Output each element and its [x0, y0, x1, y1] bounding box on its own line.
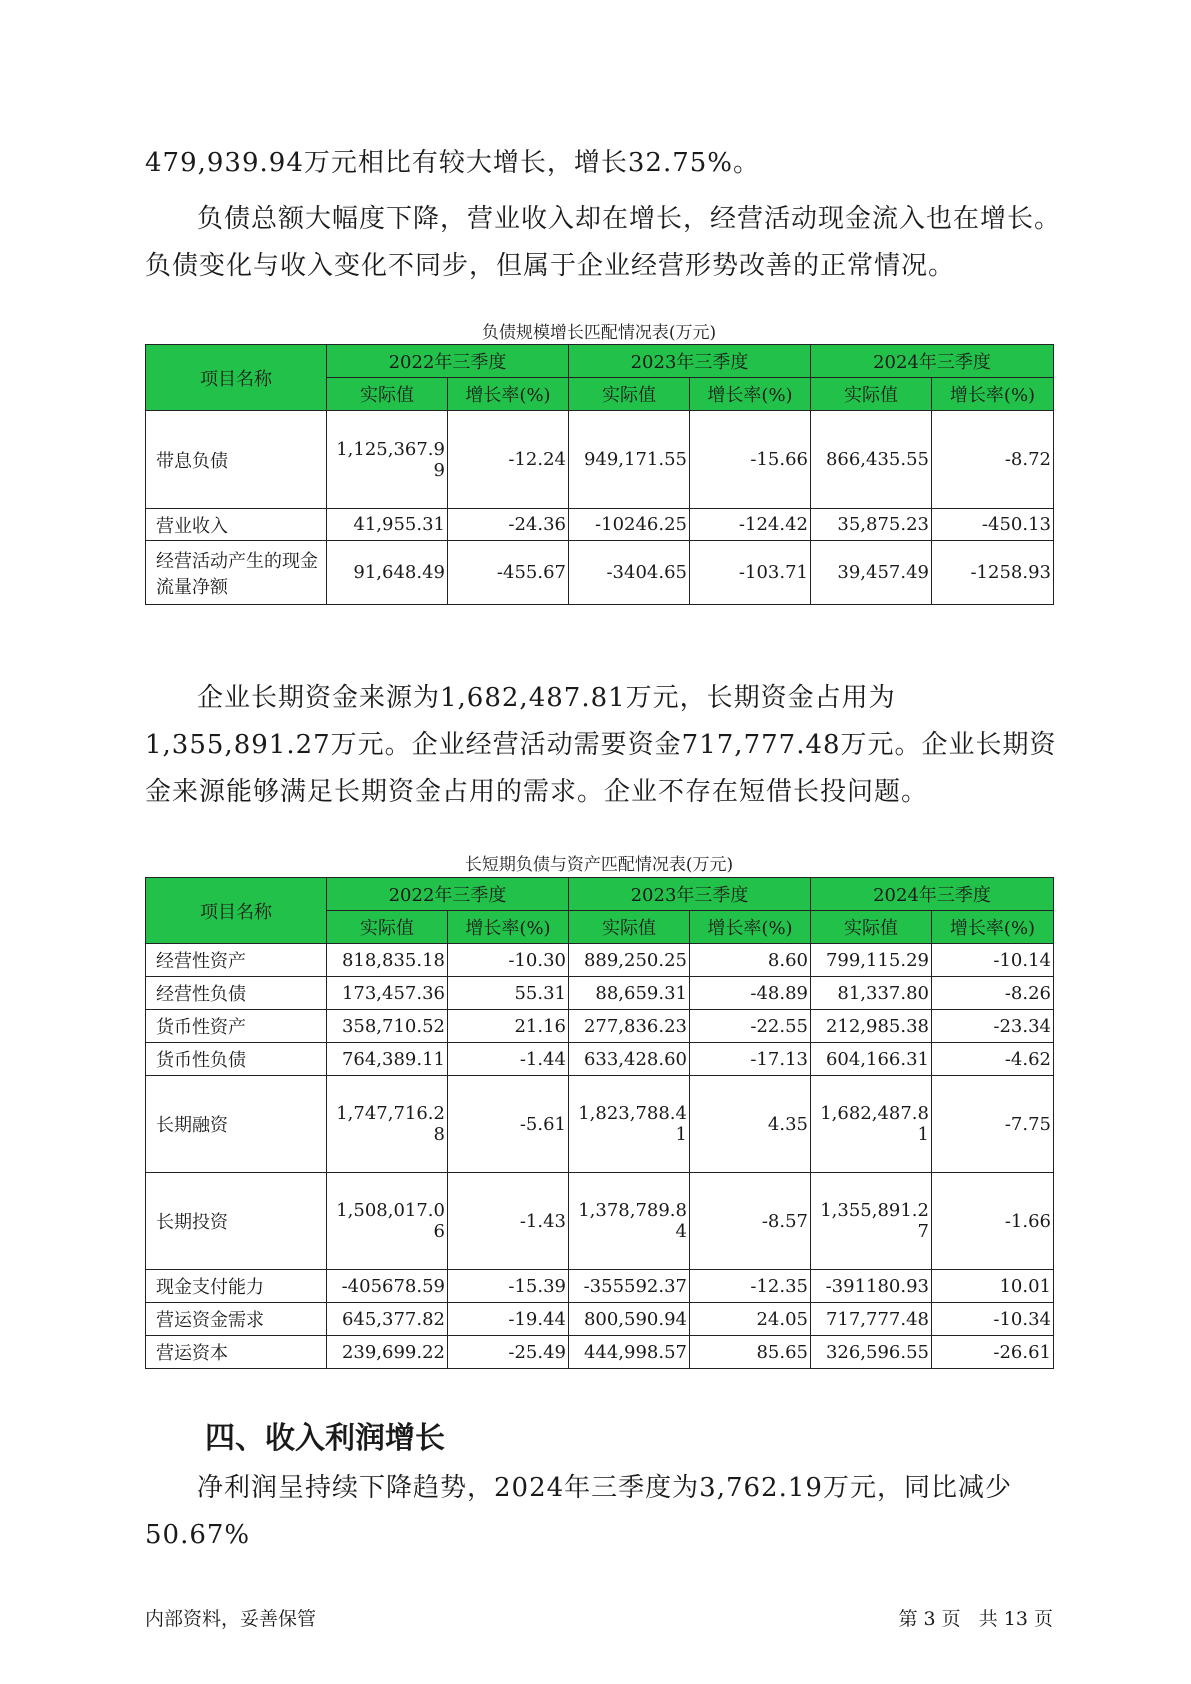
- actual-value-header: 实际值: [811, 378, 932, 411]
- cell-value: 81,337.80: [811, 977, 932, 1010]
- debt-asset-match-table: [145, 877, 1054, 1369]
- row-name: 营运资本: [146, 1336, 327, 1369]
- cell-value: 1,682,487.81: [811, 1076, 932, 1173]
- growth-rate-header: 增长率(%): [690, 378, 811, 411]
- cell-value: -12.24: [448, 411, 569, 509]
- period-header: 2023年三季度: [569, 345, 811, 378]
- cell-value: 41,955.31: [327, 509, 448, 541]
- section-heading: 四、收入利润增长: [205, 1421, 445, 1456]
- cell-value: 91,648.49: [327, 541, 448, 605]
- cell-value: -8.72: [932, 411, 1054, 509]
- period-header: 2023年三季度: [569, 878, 811, 911]
- table-row: [146, 1270, 1054, 1303]
- row-name: 营业收入: [146, 509, 327, 541]
- paragraph-net-profit: 净利润呈持续下降趋势，2024年三季度为3,762.19万元，同比减少50.67%: [145, 1473, 1012, 1550]
- cell-value: 1,747,716.28: [327, 1076, 448, 1173]
- cell-value: 645,377.82: [327, 1303, 448, 1336]
- table-row: [146, 944, 1054, 977]
- table-row: [146, 541, 1054, 605]
- cell-value: -25.49: [448, 1336, 569, 1369]
- cell-value: -24.36: [448, 509, 569, 541]
- cell-value: 604,166.31: [811, 1043, 932, 1076]
- cell-value: 277,836.23: [569, 1010, 690, 1043]
- cell-value: 326,596.55: [811, 1336, 932, 1369]
- cell-value: -7.75: [932, 1076, 1054, 1173]
- cell-value: -1.66: [932, 1173, 1054, 1270]
- paragraph-long-term-funds: 企业长期资金来源为1,682,487.81万元，长期资金占用为1,355,891.27万元。企业经营活动需要资金717,777.48万元。企业长期资金来源能够满足长期资金占用的需求。企业不存在短借长投问题。: [145, 683, 1057, 807]
- cell-value: -15.39: [448, 1270, 569, 1303]
- table-row: [146, 411, 1054, 509]
- period-header: 2022年三季度: [327, 878, 569, 911]
- cell-value: -3404.65: [569, 541, 690, 605]
- row-name: 营运资金需求: [146, 1303, 327, 1336]
- cell-value: -10.34: [932, 1303, 1054, 1336]
- cell-value: -10.30: [448, 944, 569, 977]
- row-name: 货币性负债: [146, 1043, 327, 1076]
- cell-value: 1,355,891.27: [811, 1173, 932, 1270]
- table2-caption: 长短期负债与资产匹配情况表(万元): [464, 855, 734, 875]
- cell-value: -450.13: [932, 509, 1054, 541]
- cell-value: -19.44: [448, 1303, 569, 1336]
- cell-value: 633,428.60: [569, 1043, 690, 1076]
- period-header: 2024年三季度: [811, 345, 1054, 378]
- cell-value: -405678.59: [327, 1270, 448, 1303]
- cell-value: -124.42: [690, 509, 811, 541]
- cell-value: 1,823,788.41: [569, 1076, 690, 1173]
- cell-value: -355592.37: [569, 1270, 690, 1303]
- cell-value: -15.66: [690, 411, 811, 509]
- cell-value: -5.61: [448, 1076, 569, 1173]
- cell-value: 39,457.49: [811, 541, 932, 605]
- cell-value: 717,777.48: [811, 1303, 932, 1336]
- table1-caption: 负债规模增长匹配情况表(万元): [481, 323, 717, 343]
- cell-value: -8.26: [932, 977, 1054, 1010]
- cell-value: -1.43: [448, 1173, 569, 1270]
- table-row: [146, 977, 1054, 1010]
- growth-rate-header: 增长率(%): [932, 378, 1054, 411]
- cell-value: 239,699.22: [327, 1336, 448, 1369]
- cell-value: 1,378,789.84: [569, 1173, 690, 1270]
- growth-rate-header: 增长率(%): [448, 378, 569, 411]
- item-name-header: 项目名称: [146, 878, 327, 944]
- item-name-header: 项目名称: [146, 345, 327, 411]
- row-name: 带息负债: [146, 411, 327, 509]
- cell-value: -17.13: [690, 1043, 811, 1076]
- actual-value-header: 实际值: [811, 911, 932, 944]
- cell-value: 799,115.29: [811, 944, 932, 977]
- footer-page-number: 第 3 页 共 13 页: [898, 1608, 1053, 1630]
- paragraph-growth: 479,939.94万元相比有较大增长，增长32.75%。: [145, 148, 761, 178]
- cell-value: 212,985.38: [811, 1010, 932, 1043]
- cell-value: 1,508,017.06: [327, 1173, 448, 1270]
- cell-value: -48.89: [690, 977, 811, 1010]
- table-row: [146, 1303, 1054, 1336]
- table-row: [146, 1043, 1054, 1076]
- cell-value: 800,590.94: [569, 1303, 690, 1336]
- period-header: 2024年三季度: [811, 878, 1054, 911]
- row-name: 现金支付能力: [146, 1270, 327, 1303]
- cell-value: 444,998.57: [569, 1336, 690, 1369]
- cell-value: -12.35: [690, 1270, 811, 1303]
- paragraph-debt-change: 负债总额大幅度下降，营业收入却在增长，经营活动现金流入也在增长。负债变化与收入变化不同步，但属于企业经营形势改善的正常情况。: [145, 204, 1062, 281]
- growth-rate-header: 增长率(%): [932, 911, 1054, 944]
- cell-value: -23.34: [932, 1010, 1054, 1043]
- cell-value: -8.57: [690, 1173, 811, 1270]
- row-name: 经营性负债: [146, 977, 327, 1010]
- cell-value: -1258.93: [932, 541, 1054, 605]
- cell-value: 55.31: [448, 977, 569, 1010]
- cell-value: -1.44: [448, 1043, 569, 1076]
- cell-value: -22.55: [690, 1010, 811, 1043]
- actual-value-header: 实际值: [569, 378, 690, 411]
- actual-value-header: 实际值: [327, 378, 448, 411]
- row-name: 经营性资产: [146, 944, 327, 977]
- cell-value: 358,710.52: [327, 1010, 448, 1043]
- cell-value: 24.05: [690, 1303, 811, 1336]
- cell-value: -391180.93: [811, 1270, 932, 1303]
- cell-value: 35,875.23: [811, 509, 932, 541]
- growth-rate-header: 增长率(%): [690, 911, 811, 944]
- cell-value: -26.61: [932, 1336, 1054, 1369]
- cell-value: 1,125,367.99: [327, 411, 448, 509]
- table-row: [146, 1076, 1054, 1173]
- row-name: 货币性资产: [146, 1010, 327, 1043]
- cell-value: 173,457.36: [327, 977, 448, 1010]
- table-row: [146, 1173, 1054, 1270]
- cell-value: 8.60: [690, 944, 811, 977]
- cell-value: -4.62: [932, 1043, 1054, 1076]
- cell-value: -455.67: [448, 541, 569, 605]
- cell-value: 889,250.25: [569, 944, 690, 977]
- cell-value: 4.35: [690, 1076, 811, 1173]
- row-name: 经营活动产生的现金流量净额: [146, 541, 327, 605]
- cell-value: 764,389.11: [327, 1043, 448, 1076]
- debt-scale-table: [145, 344, 1054, 605]
- cell-value: 21.16: [448, 1010, 569, 1043]
- cell-value: 88,659.31: [569, 977, 690, 1010]
- cell-value: -103.71: [690, 541, 811, 605]
- table-row: [146, 509, 1054, 541]
- footer-confidential-note: 内部资料，妥善保管: [145, 1608, 317, 1630]
- table-row: [146, 1010, 1054, 1043]
- cell-value: 866,435.55: [811, 411, 932, 509]
- cell-value: -10246.25: [569, 509, 690, 541]
- cell-value: -10.14: [932, 944, 1054, 977]
- actual-value-header: 实际值: [327, 911, 448, 944]
- cell-value: 10.01: [932, 1270, 1054, 1303]
- table-row: [146, 1336, 1054, 1369]
- growth-rate-header: 增长率(%): [448, 911, 569, 944]
- actual-value-header: 实际值: [569, 911, 690, 944]
- cell-value: 818,835.18: [327, 944, 448, 977]
- cell-value: 949,171.55: [569, 411, 690, 509]
- period-header: 2022年三季度: [327, 345, 569, 378]
- cell-value: 85.65: [690, 1336, 811, 1369]
- row-name: 长期投资: [146, 1173, 327, 1270]
- row-name: 长期融资: [146, 1076, 327, 1173]
